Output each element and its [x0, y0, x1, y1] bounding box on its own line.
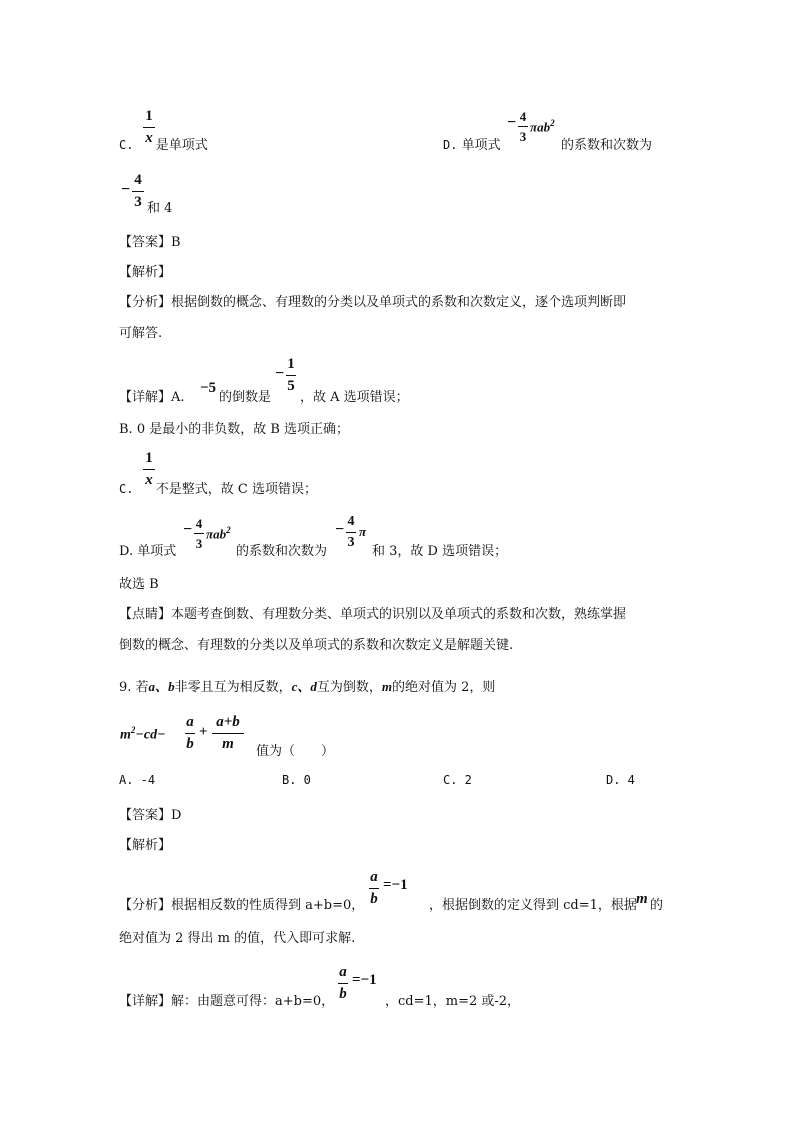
denominator: x [145, 130, 153, 146]
dianjing-line-1: 【点睛】本题考查倒数、有理数分类、单项式的识别以及单项式的系数和次数，熟练掌握 [119, 607, 627, 622]
detail-c-line: C. 不是整式，故 C 选项错误； [119, 482, 317, 497]
monomial-pi-ab2: πab$^2$ [530, 118, 555, 135]
q9-fenxi-mid: ，根据倒数的定义得到 cd=1，根据 [429, 898, 637, 913]
fraction-1-over-5: 1 5 [287, 356, 295, 394]
fraction-bar [143, 127, 155, 128]
q9-option-b: B. 0 [282, 773, 311, 787]
q9-detail-suffix: ，cd=1，m=2 或-2， [385, 994, 521, 1009]
option-c-line [119, 134, 208, 153]
expr-m-squared: $m^2-cd-$ [120, 725, 166, 743]
fraction-a-over-b: a b [339, 964, 347, 1002]
neg-five: −5 [200, 380, 217, 396]
fraction-aplusb-over-m: a+b m [212, 715, 244, 752]
value-text: 值为（ ） [256, 744, 335, 759]
fraction-4-over-3: 4 3 [132, 173, 144, 210]
fraction-a-over-b: a b [186, 714, 194, 752]
option-c-text: 是单项式 [155, 138, 208, 153]
option-d-text-a: 单项式 [461, 138, 501, 153]
detail-a-suffix: ，故 A 选项错误； [300, 390, 409, 405]
q9-fenxi-suffix: 的 [650, 898, 664, 913]
q9-option-c: C. 2 [443, 773, 472, 787]
pi-symbol: π [359, 524, 367, 539]
q9-option-a: A. -4 [119, 773, 156, 787]
fraction-1-over-x: 1 x [143, 451, 155, 488]
m-variable: m [636, 891, 648, 907]
eq-neg-one: =−1 [383, 877, 408, 893]
q9-option-d: D. 4 [606, 773, 635, 787]
dianjing-line-2: 倒数的概念、有理数的分类以及单项式的系数和次数定义是解题关键. [119, 638, 514, 653]
eq-neg-one: =−1 [352, 972, 377, 988]
detail-d-mid: 的系数和次数为 [236, 544, 328, 559]
option-d-text-b: 的系数和次数为 [561, 138, 653, 153]
detail-d-label: D. 单项式 [119, 544, 177, 559]
option-c-label: C. [119, 138, 134, 152]
option-d-continuation: 和 4 [147, 201, 173, 216]
q9-fenxi-line-2: 绝对值为 2 得出 m 的值，代入即可求解. [119, 931, 356, 946]
monomial-pi-ab2: πab$^2$ [206, 525, 231, 542]
minus-sign: − [275, 365, 285, 382]
minus-sign: − [335, 521, 345, 538]
fraction-a-over-b: a b [370, 869, 378, 907]
q9-analysis-title: 【解析】 [119, 838, 172, 853]
minus-sign: − [507, 114, 517, 131]
analysis-title: 【解析】 [119, 265, 172, 280]
minus-sign: − [121, 181, 131, 198]
option-d-label: D. [443, 138, 458, 152]
fenxi-line-1: 【分析】根据倒数的概念、有理数的分类以及单项式的系数和次数定义，逐个选项判断即 [119, 295, 627, 310]
answer-label: 【答案】B [119, 235, 181, 250]
q9-fenxi-prefix: 【分析】根据相反数的性质得到 a+b=0， [119, 898, 365, 913]
fraction-4-over-3: 4 3 [195, 516, 203, 551]
plus-sign: + [199, 724, 208, 740]
fraction-4-over-3: 4 3 [347, 514, 355, 550]
minus-sign: − [183, 521, 193, 538]
detail-a-line: 【详解】A. [119, 390, 185, 405]
q9-answer: 【答案】D [119, 808, 182, 823]
fraction-4-over-3: 4 3 [519, 109, 527, 144]
option-d-line [443, 134, 501, 153]
choose-line: 故选 B [119, 577, 159, 592]
detail-b-line: B. 0 是最小的非负数，故 B 选项正确； [119, 422, 350, 437]
detail-d-suffix: 和 3，故 D 选项错误； [372, 544, 508, 559]
detail-a-mid: 的倒数是 [219, 390, 272, 405]
fenxi-line-2: 可解答. [119, 326, 163, 341]
q9-detail-prefix: 【详解】解：由题意可得：a+b=0， [119, 994, 335, 1009]
numerator: 1 [145, 108, 153, 124]
q9-stem: 9. 若a、b非零且互为相反数，c、d互为倒数，m的绝对值为 2，则 [119, 679, 496, 695]
